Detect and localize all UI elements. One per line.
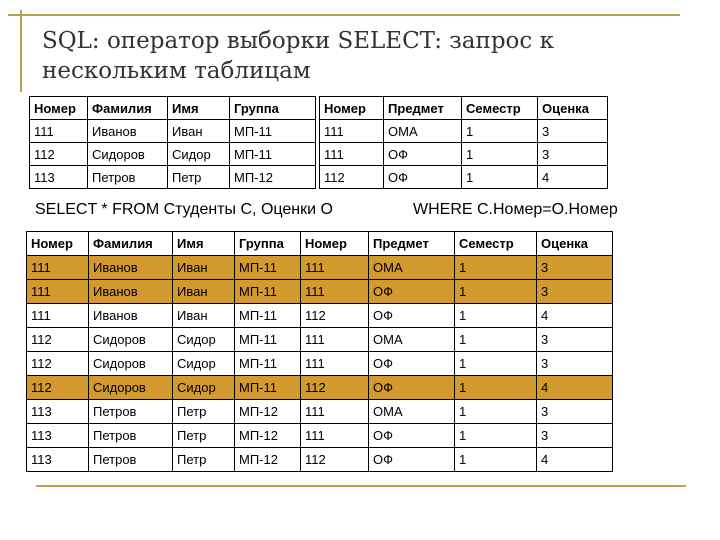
header-cell: Семестр — [462, 97, 538, 120]
table-cell: Иван — [173, 256, 235, 280]
table-cell: 1 — [462, 143, 538, 166]
table-cell: Сидоров — [89, 376, 173, 400]
table-cell: МП-11 — [235, 352, 301, 376]
table-header-row — [320, 97, 608, 120]
table-row — [30, 166, 316, 189]
table-cell: ОМА — [369, 328, 455, 352]
table-cell: ОФ — [369, 280, 455, 304]
table-cell: Сидор — [173, 328, 235, 352]
table-cell: 113 — [30, 166, 88, 189]
header-cell: Номер — [27, 232, 89, 256]
header-cell: Фамилия — [88, 97, 168, 120]
table-cell: МП-11 — [230, 143, 316, 166]
table-cell: 1 — [455, 376, 537, 400]
table-cell: 1 — [455, 448, 537, 472]
table-cell: 111 — [301, 400, 369, 424]
table-cell: 4 — [538, 166, 608, 189]
table-cell: 111 — [301, 424, 369, 448]
header-cell: Семестр — [455, 232, 537, 256]
grades-table — [319, 96, 608, 189]
table-cell: Иван — [168, 120, 230, 143]
table-row — [30, 120, 316, 143]
table-cell: 1 — [455, 352, 537, 376]
table-cell: 113 — [27, 400, 89, 424]
table-cell: 111 — [30, 120, 88, 143]
table-cell: 3 — [538, 143, 608, 166]
table-cell: МП-12 — [235, 448, 301, 472]
table-cell: 1 — [455, 280, 537, 304]
table-cell: 3 — [537, 328, 613, 352]
table-cell: Петров — [89, 424, 173, 448]
table-row — [27, 376, 613, 400]
table-row — [320, 120, 608, 143]
table-cell: Петров — [88, 166, 168, 189]
accent-vertical-line — [20, 10, 22, 92]
table-cell: 113 — [27, 448, 89, 472]
table-cell: 1 — [455, 304, 537, 328]
table-cell: 111 — [27, 256, 89, 280]
table-cell: 111 — [27, 304, 89, 328]
table-cell: Иванов — [89, 256, 173, 280]
table-row — [27, 280, 613, 304]
table-cell: ОФ — [384, 166, 462, 189]
table-cell: МП-12 — [235, 424, 301, 448]
table-row — [27, 448, 613, 472]
table-cell: Иванов — [89, 280, 173, 304]
table-cell: Сидор — [173, 376, 235, 400]
table-header-row — [30, 97, 316, 120]
header-cell: Оценка — [537, 232, 613, 256]
table-cell: 112 — [27, 352, 89, 376]
table-row — [30, 143, 316, 166]
table-cell: 112 — [301, 304, 369, 328]
header-cell: Предмет — [369, 232, 455, 256]
table-cell: 111 — [301, 280, 369, 304]
table-cell: ОФ — [369, 448, 455, 472]
table-cell: Сидор — [173, 352, 235, 376]
table-cell: 1 — [455, 256, 537, 280]
table-cell: Иванов — [89, 304, 173, 328]
sql-query-where: WHERE С.Номер=О.Номер — [413, 201, 618, 218]
table-cell: Петр — [168, 166, 230, 189]
table-cell: Петр — [173, 400, 235, 424]
table-cell: Петр — [173, 448, 235, 472]
table-cell: 1 — [455, 328, 537, 352]
table-cell: 3 — [537, 424, 613, 448]
table-row — [320, 143, 608, 166]
table-cell: Петров — [89, 448, 173, 472]
table-cell: 111 — [301, 256, 369, 280]
table-cell: Сидоров — [89, 352, 173, 376]
table-row — [27, 352, 613, 376]
table-cell: МП-11 — [230, 120, 316, 143]
table-cell: 1 — [462, 120, 538, 143]
accent-top-line — [8, 14, 680, 16]
students-table — [29, 96, 316, 189]
header-cell: Оценка — [538, 97, 608, 120]
table-cell: ОМА — [369, 256, 455, 280]
table-cell: 4 — [537, 376, 613, 400]
table-cell: ОФ — [369, 352, 455, 376]
table-cell: 111 — [27, 280, 89, 304]
table-cell: 112 — [301, 376, 369, 400]
table-cell: 112 — [27, 376, 89, 400]
sql-query-select: SELECT * FROM Студенты С, Оценки О — [35, 201, 333, 218]
table-row — [27, 424, 613, 448]
table-cell: МП-11 — [235, 304, 301, 328]
table-cell: 112 — [320, 166, 384, 189]
table-cell: 1 — [455, 400, 537, 424]
table-cell: МП-11 — [235, 328, 301, 352]
table-cell: 112 — [301, 448, 369, 472]
table-cell: 1 — [462, 166, 538, 189]
table-row — [27, 256, 613, 280]
table-cell: 111 — [320, 143, 384, 166]
table-cell: ОФ — [369, 304, 455, 328]
table-cell: 3 — [537, 280, 613, 304]
table-cell: Иван — [173, 280, 235, 304]
header-cell: Номер — [320, 97, 384, 120]
table-cell: ОМА — [384, 120, 462, 143]
table-cell: 111 — [320, 120, 384, 143]
header-cell: Фамилия — [89, 232, 173, 256]
table-row — [27, 328, 613, 352]
table-cell: ОФ — [369, 424, 455, 448]
table-cell: МП-12 — [230, 166, 316, 189]
table-cell: 4 — [537, 448, 613, 472]
table-row — [320, 166, 608, 189]
table-cell: Иван — [173, 304, 235, 328]
header-cell: Группа — [230, 97, 316, 120]
slide-title: SQL: оператор выборки SELECT: запрос к нескольким таблицам — [42, 28, 554, 84]
table-header-row — [27, 232, 613, 256]
table-cell: 3 — [537, 352, 613, 376]
table-cell: 113 — [27, 424, 89, 448]
header-cell: Номер — [30, 97, 88, 120]
table-cell: 111 — [301, 328, 369, 352]
table-cell: 111 — [301, 352, 369, 376]
table-cell: 4 — [537, 304, 613, 328]
table-cell: Иванов — [88, 120, 168, 143]
table-cell: МП-11 — [235, 256, 301, 280]
header-cell: Предмет — [384, 97, 462, 120]
table-row — [27, 400, 613, 424]
table-cell: МП-12 — [235, 400, 301, 424]
table-cell: ОМА — [369, 400, 455, 424]
table-cell: Сидоров — [88, 143, 168, 166]
table-cell: 112 — [27, 328, 89, 352]
table-cell: 3 — [538, 120, 608, 143]
table-cell: 3 — [537, 400, 613, 424]
table-row — [27, 304, 613, 328]
table-cell: Сидоров — [89, 328, 173, 352]
header-cell: Группа — [235, 232, 301, 256]
accent-bottom-line — [36, 485, 686, 487]
table-cell: Сидор — [168, 143, 230, 166]
table-cell: 112 — [30, 143, 88, 166]
table-cell: ОФ — [369, 376, 455, 400]
table-cell: ОФ — [384, 143, 462, 166]
table-cell: МП-11 — [235, 280, 301, 304]
table-cell: Петров — [89, 400, 173, 424]
header-cell: Имя — [173, 232, 235, 256]
table-cell: 3 — [537, 256, 613, 280]
table-cell: Петр — [173, 424, 235, 448]
table-cell: 1 — [455, 424, 537, 448]
header-cell: Номер — [301, 232, 369, 256]
header-cell: Имя — [168, 97, 230, 120]
table-cell: МП-11 — [235, 376, 301, 400]
result-table — [26, 231, 613, 472]
